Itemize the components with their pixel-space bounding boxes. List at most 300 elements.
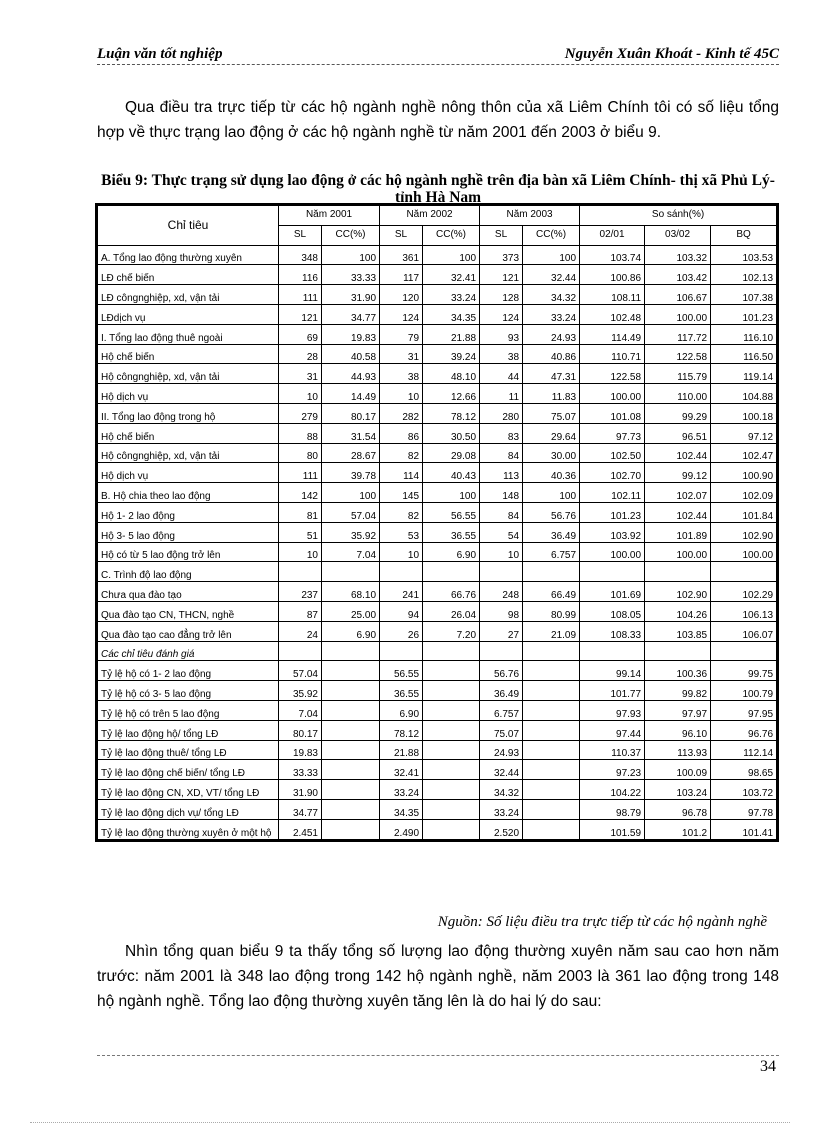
table-cell: 57.04 bbox=[322, 502, 380, 522]
table-cell bbox=[711, 562, 777, 582]
table-cell: 120 bbox=[380, 285, 423, 305]
table-cell: 78.12 bbox=[380, 720, 423, 740]
table-cell bbox=[523, 760, 580, 780]
table-cell: 6.757 bbox=[523, 542, 580, 562]
table-cell: 28 bbox=[279, 344, 322, 364]
table-cell: 100 bbox=[523, 245, 580, 265]
table-cell bbox=[322, 562, 380, 582]
table-cell: 69 bbox=[279, 324, 322, 344]
table-cell: 100.00 bbox=[580, 542, 645, 562]
table-cell bbox=[322, 700, 380, 720]
table-cell: 86 bbox=[380, 423, 423, 443]
table-cell bbox=[423, 700, 480, 720]
table-cell: 34.77 bbox=[322, 304, 380, 324]
table-cell: 99.82 bbox=[645, 681, 711, 701]
table-cell: 38 bbox=[480, 344, 523, 364]
table-cell: 47.31 bbox=[523, 364, 580, 384]
page-number: 34 bbox=[760, 1058, 776, 1075]
table-cell: 26 bbox=[380, 621, 423, 641]
table-cell: 10 bbox=[279, 384, 322, 404]
table-cell: 100.90 bbox=[711, 463, 777, 483]
table-row bbox=[98, 621, 777, 641]
row-label: I. Tổng lao động thuê ngoài bbox=[98, 324, 279, 344]
table-cell bbox=[322, 780, 380, 800]
row-label: Tỷ lệ hộ có 1- 2 lao động bbox=[98, 661, 279, 681]
table-cell: 24.93 bbox=[480, 740, 523, 760]
table-cell: 101.08 bbox=[580, 403, 645, 423]
table-cell bbox=[580, 641, 645, 661]
table-cell bbox=[423, 720, 480, 740]
table-cell: 96.51 bbox=[645, 423, 711, 443]
table-cell: 80.17 bbox=[322, 403, 380, 423]
table-cell: 32.41 bbox=[423, 265, 480, 285]
table-cell: 97.78 bbox=[711, 799, 777, 819]
table-cell: 24.93 bbox=[523, 324, 580, 344]
table-cell: 57.04 bbox=[279, 661, 322, 681]
table-cell: 373 bbox=[480, 245, 523, 265]
table-cell: 51 bbox=[279, 522, 322, 542]
table-cell: 66.49 bbox=[523, 582, 580, 602]
table-row bbox=[98, 384, 777, 404]
table-cell: 33.24 bbox=[423, 285, 480, 305]
row-label: LĐ côngnghiệp, xd, vận tải bbox=[98, 285, 279, 305]
table-cell: 7.04 bbox=[279, 700, 322, 720]
table-cell: 100 bbox=[423, 483, 480, 503]
table-cell: 100.00 bbox=[645, 542, 711, 562]
table-cell: 102.44 bbox=[645, 443, 711, 463]
table-cell: 110.00 bbox=[645, 384, 711, 404]
row-label: Tỷ lệ lao động hộ/ tổng LĐ bbox=[98, 720, 279, 740]
table-cell: 2.490 bbox=[380, 819, 423, 839]
table-row bbox=[98, 324, 777, 344]
row-label: Hộ chế biến bbox=[98, 423, 279, 443]
table-cell: 103.24 bbox=[645, 780, 711, 800]
table-cell: 96.76 bbox=[711, 720, 777, 740]
table-cell: 110.37 bbox=[580, 740, 645, 760]
table-cell: 83 bbox=[480, 423, 523, 443]
table-cell: 79 bbox=[380, 324, 423, 344]
table-cell: 34.35 bbox=[380, 799, 423, 819]
table-cell: 237 bbox=[279, 582, 322, 602]
row-label: Hộ côngnghiệp, xd, vận tải bbox=[98, 443, 279, 463]
table-cell: 19.83 bbox=[279, 740, 322, 760]
table-cell: 100.00 bbox=[645, 304, 711, 324]
row-label: A. Tổng lao động thường xuyên bbox=[98, 245, 279, 265]
table-cell: 78.12 bbox=[423, 403, 480, 423]
table-cell: 100.00 bbox=[580, 384, 645, 404]
table-cell: 10 bbox=[380, 384, 423, 404]
header-left-text: Luận văn tốt nghiệp bbox=[97, 46, 223, 62]
table-cell: 32.44 bbox=[480, 760, 523, 780]
table-row bbox=[98, 443, 777, 463]
table-cell: 36.55 bbox=[423, 522, 480, 542]
table-cell: 2.451 bbox=[279, 819, 322, 839]
table-cell: 12.66 bbox=[423, 384, 480, 404]
table-cell: 148 bbox=[480, 483, 523, 503]
table-cell: 115.79 bbox=[645, 364, 711, 384]
table-cell: 40.58 bbox=[322, 344, 380, 364]
footer-rule bbox=[97, 1055, 779, 1056]
table-cell: 96.10 bbox=[645, 720, 711, 740]
table-cell: 93 bbox=[480, 324, 523, 344]
table-cell: 111 bbox=[279, 463, 322, 483]
header-sl: SL bbox=[380, 225, 423, 245]
table-cell: 102.29 bbox=[711, 582, 777, 602]
table-cell: 88 bbox=[279, 423, 322, 443]
table-cell: 40.36 bbox=[523, 463, 580, 483]
table-cell bbox=[322, 661, 380, 681]
table-cell bbox=[322, 641, 380, 661]
header-chi-tieu: Chỉ tiêu bbox=[98, 206, 279, 246]
row-label: Qua đào tạo CN, THCN, nghề bbox=[98, 601, 279, 621]
table-cell bbox=[322, 760, 380, 780]
table-cell: 33.33 bbox=[279, 760, 322, 780]
table-cell: 102.70 bbox=[580, 463, 645, 483]
table-cell: 121 bbox=[480, 265, 523, 285]
row-label: Qua đào tạo cao đẳng trở lên bbox=[98, 621, 279, 641]
table-cell bbox=[480, 562, 523, 582]
table-cell: 122.58 bbox=[645, 344, 711, 364]
table-cell bbox=[423, 780, 480, 800]
table-cell bbox=[279, 641, 322, 661]
table-cell: 98.65 bbox=[711, 760, 777, 780]
table-cell bbox=[523, 641, 580, 661]
row-label: Hộ dịch vụ bbox=[98, 384, 279, 404]
row-label: Các chỉ tiêu đánh giá bbox=[98, 641, 279, 661]
table-cell: 103.74 bbox=[580, 245, 645, 265]
table-cell: 34.35 bbox=[423, 304, 480, 324]
row-label: LĐdịch vụ bbox=[98, 304, 279, 324]
table-cell bbox=[423, 799, 480, 819]
table-cell: 33.24 bbox=[480, 799, 523, 819]
table-cell: 100.00 bbox=[711, 542, 777, 562]
table-cell: 106.13 bbox=[711, 601, 777, 621]
table-cell bbox=[523, 740, 580, 760]
table-cell bbox=[380, 641, 423, 661]
table-cell: 100.09 bbox=[645, 760, 711, 780]
table-cell: 101.23 bbox=[711, 304, 777, 324]
table-cell: 10 bbox=[380, 542, 423, 562]
table-cell: 97.12 bbox=[711, 423, 777, 443]
table-cell: 6.90 bbox=[380, 700, 423, 720]
row-label: II. Tổng lao động trong hộ bbox=[98, 403, 279, 423]
header-year-2001: Năm 2001 bbox=[279, 206, 380, 226]
table-cell: 108.05 bbox=[580, 601, 645, 621]
table-cell: 66.76 bbox=[423, 582, 480, 602]
table-cell: 279 bbox=[279, 403, 322, 423]
table-cell bbox=[645, 641, 711, 661]
table-cell: 44.93 bbox=[322, 364, 380, 384]
table-cell: 102.44 bbox=[645, 502, 711, 522]
table-cell: 6.90 bbox=[423, 542, 480, 562]
table-cell bbox=[322, 799, 380, 819]
table-cell: 54 bbox=[480, 522, 523, 542]
table-cell: 80.17 bbox=[279, 720, 322, 740]
table-cell: 102.07 bbox=[645, 483, 711, 503]
table-cell: 101.77 bbox=[580, 681, 645, 701]
table-cell: 122.58 bbox=[580, 364, 645, 384]
table-cell: 98 bbox=[480, 601, 523, 621]
table-cell bbox=[523, 780, 580, 800]
table-cell: 75.07 bbox=[480, 720, 523, 740]
table-cell: 11 bbox=[480, 384, 523, 404]
table-cell: 97.44 bbox=[580, 720, 645, 740]
table-row bbox=[98, 819, 777, 839]
labor-table bbox=[97, 205, 777, 840]
table-cell: 103.32 bbox=[645, 245, 711, 265]
table-cell: 31 bbox=[279, 364, 322, 384]
table-cell: 14.49 bbox=[322, 384, 380, 404]
table-row bbox=[98, 483, 777, 503]
table-cell: 106.07 bbox=[711, 621, 777, 641]
table-cell: 56.55 bbox=[380, 661, 423, 681]
table-cell: 103.42 bbox=[645, 265, 711, 285]
table-cell bbox=[423, 641, 480, 661]
table-cell bbox=[423, 562, 480, 582]
table-cell bbox=[423, 740, 480, 760]
table-row bbox=[98, 403, 777, 423]
table-row bbox=[98, 542, 777, 562]
table-cell: 114.49 bbox=[580, 324, 645, 344]
row-label: Hộ 3- 5 lao động bbox=[98, 522, 279, 542]
table-cell: 31.90 bbox=[322, 285, 380, 305]
table-cell: 142 bbox=[279, 483, 322, 503]
table-cell: 124 bbox=[480, 304, 523, 324]
row-label: Tỷ lệ lao động chế biến/ tổng LĐ bbox=[98, 760, 279, 780]
table-cell bbox=[322, 681, 380, 701]
table-cell: 80 bbox=[279, 443, 322, 463]
table-cell: 248 bbox=[480, 582, 523, 602]
table-cell: 104.26 bbox=[645, 601, 711, 621]
table-cell: 32.41 bbox=[380, 760, 423, 780]
table-cell: 99.29 bbox=[645, 403, 711, 423]
table-cell: 56.76 bbox=[523, 502, 580, 522]
table-cell: 80.99 bbox=[523, 601, 580, 621]
header-cc: CC(%) bbox=[523, 225, 580, 245]
header-compare-0201: 02/01 bbox=[580, 225, 645, 245]
table-cell: 33.33 bbox=[322, 265, 380, 285]
table-cell: 124 bbox=[380, 304, 423, 324]
table-cell: 101.69 bbox=[580, 582, 645, 602]
table-cell: 11.83 bbox=[523, 384, 580, 404]
table-cell: 114 bbox=[380, 463, 423, 483]
table-cell: 87 bbox=[279, 601, 322, 621]
table-cell: 31.90 bbox=[279, 780, 322, 800]
table-cell: 241 bbox=[380, 582, 423, 602]
page-header bbox=[97, 42, 779, 65]
table-cell: 113 bbox=[480, 463, 523, 483]
row-label: Tỷ lệ lao động thường xuyên ở một hộ bbox=[98, 819, 279, 839]
table-cell bbox=[322, 740, 380, 760]
table-row bbox=[98, 502, 777, 522]
table-cell bbox=[523, 720, 580, 740]
table-cell bbox=[523, 819, 580, 839]
table-cell: 40.43 bbox=[423, 463, 480, 483]
table-cell: 29.64 bbox=[523, 423, 580, 443]
table-row bbox=[98, 780, 777, 800]
table-cell: 99.12 bbox=[645, 463, 711, 483]
table-cell: 103.72 bbox=[711, 780, 777, 800]
table-cell: 10 bbox=[480, 542, 523, 562]
header-sl: SL bbox=[480, 225, 523, 245]
table-row bbox=[98, 304, 777, 324]
table-cell: 103.92 bbox=[580, 522, 645, 542]
table-row bbox=[98, 700, 777, 720]
table-cell: 100.86 bbox=[580, 265, 645, 285]
table-cell: 106.67 bbox=[645, 285, 711, 305]
table-cell: 10 bbox=[279, 542, 322, 562]
table-cell bbox=[322, 720, 380, 740]
table-cell: 68.10 bbox=[322, 582, 380, 602]
table-cell: 7.04 bbox=[322, 542, 380, 562]
table-cell: 145 bbox=[380, 483, 423, 503]
table-cell: 24 bbox=[279, 621, 322, 641]
table-cell: 31 bbox=[380, 344, 423, 364]
table-cell bbox=[423, 661, 480, 681]
table-cell bbox=[423, 681, 480, 701]
table-cell: 28.67 bbox=[322, 443, 380, 463]
table-cell: 102.47 bbox=[711, 443, 777, 463]
table-cell: 97.73 bbox=[580, 423, 645, 443]
table-cell: 97.97 bbox=[645, 700, 711, 720]
table-cell bbox=[423, 819, 480, 839]
table-cell: 84 bbox=[480, 502, 523, 522]
table-cell: 75.07 bbox=[523, 403, 580, 423]
table-cell: 116.50 bbox=[711, 344, 777, 364]
table-cell: 21.88 bbox=[380, 740, 423, 760]
table-cell: 100 bbox=[322, 483, 380, 503]
table-cell: 101.41 bbox=[711, 819, 777, 839]
row-label: Chưa qua đào tạo bbox=[98, 582, 279, 602]
table-cell: 100.36 bbox=[645, 661, 711, 681]
header-year-2002: Năm 2002 bbox=[380, 206, 480, 226]
row-label: Tỷ lệ hộ có trên 5 lao động bbox=[98, 700, 279, 720]
table-cell: 44 bbox=[480, 364, 523, 384]
table-cell: 35.92 bbox=[279, 681, 322, 701]
table-row bbox=[98, 799, 777, 819]
table-cell: 128 bbox=[480, 285, 523, 305]
table-cell bbox=[523, 661, 580, 681]
table-cell: 103.85 bbox=[645, 621, 711, 641]
table-cell: 36.49 bbox=[523, 522, 580, 542]
table-cell: 82 bbox=[380, 502, 423, 522]
table-cell: 25.00 bbox=[322, 601, 380, 621]
row-label: Tỷ lệ lao động thuê/ tổng LĐ bbox=[98, 740, 279, 760]
table-cell: 111 bbox=[279, 285, 322, 305]
table-cell: 102.13 bbox=[711, 265, 777, 285]
table-cell: 33.24 bbox=[380, 780, 423, 800]
table-cell: 34.32 bbox=[480, 780, 523, 800]
conclusion-paragraph: Nhìn tổng quan biểu 9 ta thấy tổng số lượng lao động thường xuyên năm sau cao hơn năm trước: năm 2001 là 348 lao động trong 142 hộ ngành nghề, năm 2003 là 361 lao động trong 148 hộ ngành nghề. Tổng lao động thường xuyên tăng lên là do hai lý do sau: bbox=[97, 943, 779, 1010]
table-cell: 81 bbox=[279, 502, 322, 522]
table-cell: 36.49 bbox=[480, 681, 523, 701]
table-cell: 82 bbox=[380, 443, 423, 463]
table-row bbox=[98, 760, 777, 780]
row-label: Hộ 1- 2 lao động bbox=[98, 502, 279, 522]
table-cell: 102.90 bbox=[711, 522, 777, 542]
table-row bbox=[98, 423, 777, 443]
table-cell: 99.75 bbox=[711, 661, 777, 681]
header-compare-0302: 03/02 bbox=[645, 225, 711, 245]
table-cell: 98.79 bbox=[580, 799, 645, 819]
table-cell: 102.09 bbox=[711, 483, 777, 503]
table-cell: 48.10 bbox=[423, 364, 480, 384]
table-body bbox=[98, 245, 777, 839]
row-label: Hộ có từ 5 lao động trở lên bbox=[98, 542, 279, 562]
table-cell bbox=[480, 641, 523, 661]
table-cell bbox=[523, 700, 580, 720]
row-label: Tỷ lệ hộ có 3- 5 lao động bbox=[98, 681, 279, 701]
table-cell: 53 bbox=[380, 522, 423, 542]
table-cell: 104.88 bbox=[711, 384, 777, 404]
table-cell: 6.90 bbox=[322, 621, 380, 641]
table-cell: 36.55 bbox=[380, 681, 423, 701]
table-cell: 31.54 bbox=[322, 423, 380, 443]
table-cell: 103.53 bbox=[711, 245, 777, 265]
table-row bbox=[98, 740, 777, 760]
table-cell: 117 bbox=[380, 265, 423, 285]
table-row bbox=[98, 522, 777, 542]
table-cell: 32.44 bbox=[523, 265, 580, 285]
table-row bbox=[98, 463, 777, 483]
intro-paragraph: Qua điều tra trực tiếp từ các hộ ngành nghề nông thôn của xã Liêm Chính tôi có số liệu tổng hợp về thực trạng lao động ở các hộ ngành nghề từ năm 2001 đến 2003 ở biểu 9. bbox=[97, 99, 779, 141]
table-cell: 29.08 bbox=[423, 443, 480, 463]
row-label: Tỷ lệ lao động dịch vụ/ tổng LĐ bbox=[98, 799, 279, 819]
table-row bbox=[98, 582, 777, 602]
table-cell: 2.520 bbox=[480, 819, 523, 839]
table-cell: 361 bbox=[380, 245, 423, 265]
table-cell: 56.76 bbox=[480, 661, 523, 681]
row-label: LĐ chế biến bbox=[98, 265, 279, 285]
table-cell: 100.79 bbox=[711, 681, 777, 701]
source-note: Nguồn: Số liệu điều tra trực tiếp từ các hộ ngành nghề bbox=[437, 914, 767, 930]
table-row bbox=[98, 720, 777, 740]
table-cell: 39.78 bbox=[322, 463, 380, 483]
table-cell: 6.757 bbox=[480, 700, 523, 720]
table-cell bbox=[523, 681, 580, 701]
table-cell: 30.00 bbox=[523, 443, 580, 463]
table-cell: 348 bbox=[279, 245, 322, 265]
table-cell: 33.24 bbox=[523, 304, 580, 324]
table-cell: 101.89 bbox=[645, 522, 711, 542]
table-cell: 104.22 bbox=[580, 780, 645, 800]
row-label: Hộ chế biến bbox=[98, 344, 279, 364]
table-cell: 102.11 bbox=[580, 483, 645, 503]
table-cell bbox=[423, 760, 480, 780]
table-cell: 7.20 bbox=[423, 621, 480, 641]
table-cell: 101.84 bbox=[711, 502, 777, 522]
table-cell: 101.23 bbox=[580, 502, 645, 522]
table-row bbox=[98, 641, 777, 661]
row-label: Tỷ lệ lao động CN, XD, VT/ tổng LĐ bbox=[98, 780, 279, 800]
row-label: C. Trình độ lao động bbox=[98, 562, 279, 582]
table-cell: 280 bbox=[480, 403, 523, 423]
table-row bbox=[98, 265, 777, 285]
table-cell: 96.78 bbox=[645, 799, 711, 819]
table-cell: 107.38 bbox=[711, 285, 777, 305]
table-cell: 34.77 bbox=[279, 799, 322, 819]
table-cell: 100 bbox=[322, 245, 380, 265]
table-cell: 116 bbox=[279, 265, 322, 285]
table-cell bbox=[380, 562, 423, 582]
table-row bbox=[98, 285, 777, 305]
header-compare: So sánh(%) bbox=[580, 206, 777, 226]
table-cell: 40.86 bbox=[523, 344, 580, 364]
table-cell bbox=[523, 562, 580, 582]
table-cell: 110.71 bbox=[580, 344, 645, 364]
table-cell: 102.48 bbox=[580, 304, 645, 324]
table-cell: 39.24 bbox=[423, 344, 480, 364]
